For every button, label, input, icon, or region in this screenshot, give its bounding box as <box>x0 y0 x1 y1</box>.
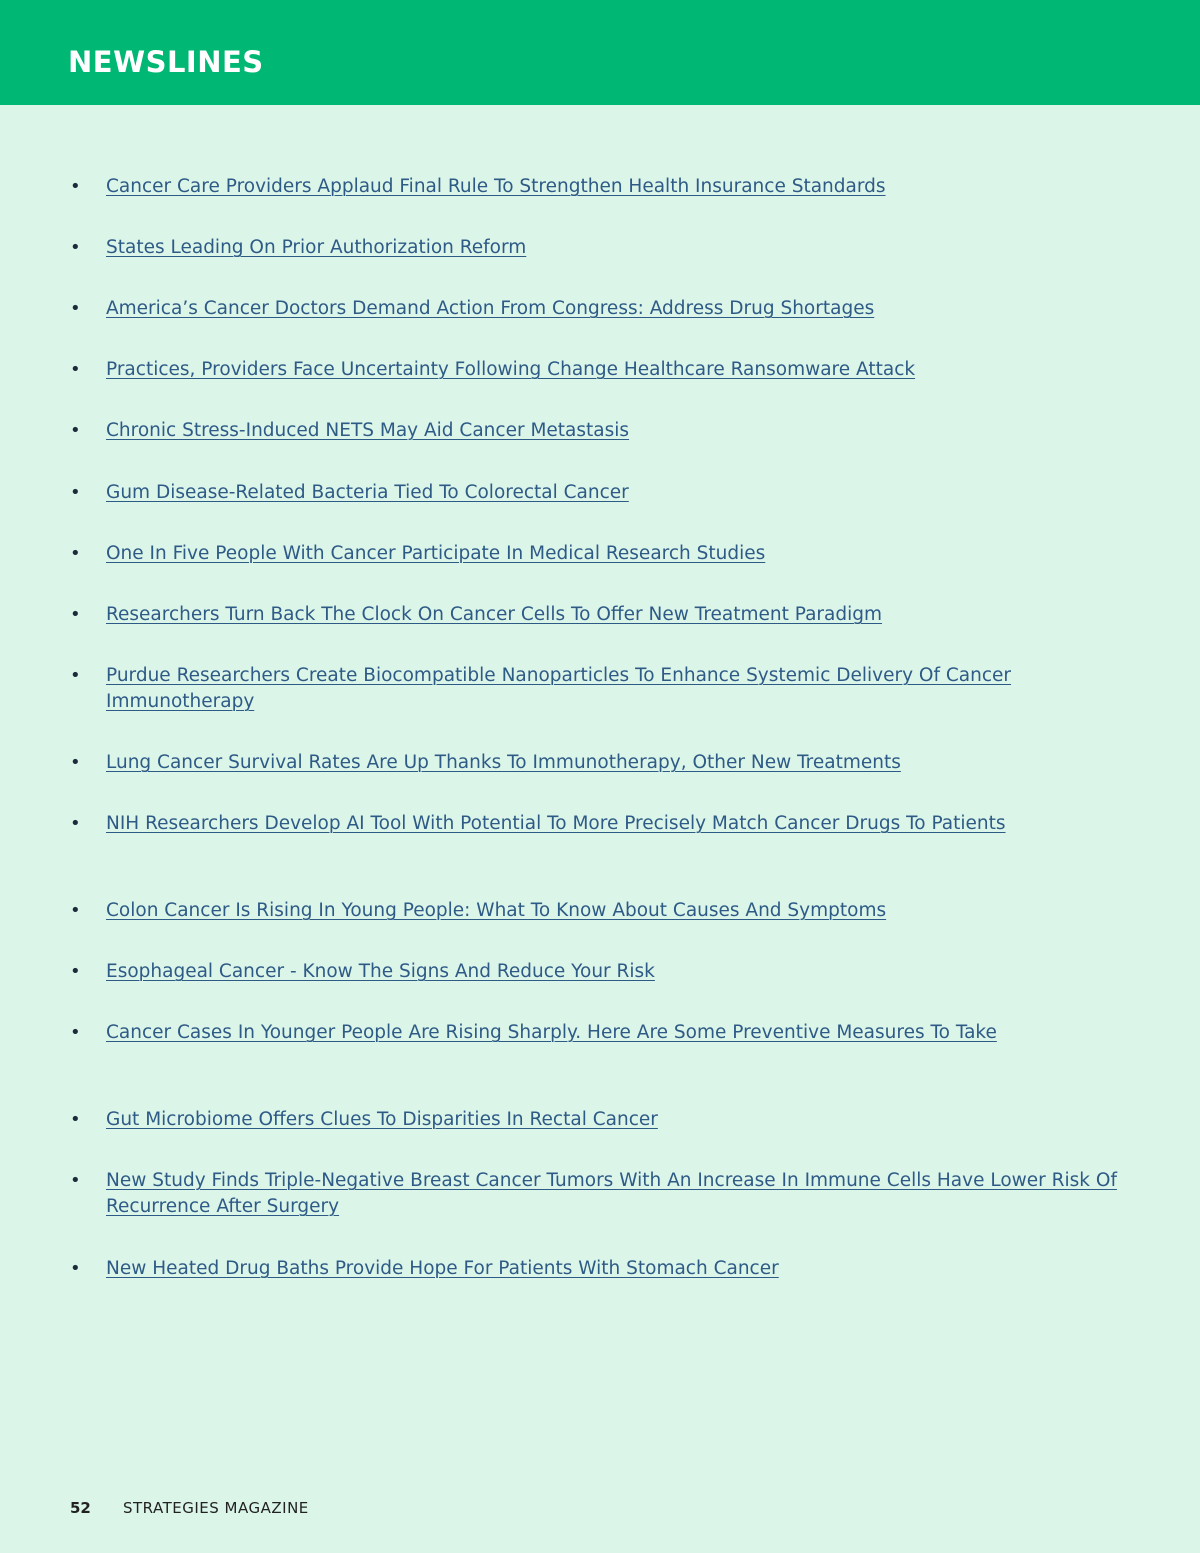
bullet-icon: • <box>70 359 81 380</box>
bullet-icon: • <box>70 176 81 197</box>
news-link[interactable]: Esophageal Cancer - Know The Signs And Reduce Your Risk <box>106 961 655 982</box>
magazine-name: STRATEGIES MAGAZINE <box>123 1499 309 1517</box>
bullet-icon: • <box>70 604 81 625</box>
news-link[interactable]: States Leading On Prior Authorization Reform <box>106 237 527 258</box>
bullet-icon: • <box>70 961 81 982</box>
bullet-icon: • <box>70 813 81 834</box>
bullet-icon: • <box>70 298 81 319</box>
news-link[interactable]: Cancer Cases In Younger People Are Rising Sharply. Here Are Some Preventive Measures To Take <box>106 1022 997 1043</box>
news-link[interactable]: Chronic Stress-Induced NETS May Aid Cancer Metastasis <box>106 420 630 441</box>
bullet-icon: • <box>70 1170 81 1191</box>
bullet-icon: • <box>70 1022 81 1043</box>
news-link[interactable]: One In Five People With Cancer Participate In Medical Research Studies <box>106 543 766 564</box>
bullet-icon: • <box>70 237 81 258</box>
news-link[interactable]: NIH Researchers Develop AI Tool With Potential To More Precisely Match Cancer Drugs To Patients <box>106 813 1006 834</box>
news-link[interactable]: Gut Microbiome Offers Clues To Disparities In Rectal Cancer <box>106 1109 658 1130</box>
header-bar <box>0 0 1200 105</box>
bullet-icon: • <box>70 420 81 441</box>
news-link[interactable]: Gum Disease-Related Bacteria Tied To Colorectal Cancer <box>106 482 629 503</box>
bullet-icon: • <box>70 543 81 564</box>
news-link[interactable]: Lung Cancer Survival Rates Are Up Thanks To Immunotherapy, Other New Treatments <box>106 752 901 773</box>
bullet-icon: • <box>70 752 81 773</box>
news-link[interactable]: America’s Cancer Doctors Demand Action From Congress: Address Drug Shortages <box>106 298 875 319</box>
section-title: NEWSLINES <box>68 45 264 79</box>
bullet-icon: • <box>70 665 81 686</box>
bullet-icon: • <box>70 482 81 503</box>
bullet-icon: • <box>70 900 81 921</box>
news-link[interactable]: New Heated Drug Baths Provide Hope For Patients With Stomach Cancer <box>106 1258 779 1279</box>
news-link[interactable]: Practices, Providers Face Uncertainty Following Change Healthcare Ransomware Attack <box>106 359 916 380</box>
news-link[interactable]: Researchers Turn Back The Clock On Cancer Cells To Offer New Treatment Paradigm <box>106 604 883 625</box>
news-link[interactable]: Cancer Care Providers Applaud Final Rule To Strengthen Health Insurance Standards <box>106 176 886 197</box>
page-number: 52 <box>70 1499 91 1517</box>
news-link[interactable]: Colon Cancer Is Rising In Young People: What To Know About Causes And Symptoms <box>106 900 887 921</box>
news-link[interactable]: Purdue Researchers Create Biocompatible Nanoparticles To Enhance Systemic Delivery Of Cancer Immunotherapy <box>106 665 1012 712</box>
news-link[interactable]: New Study Finds Triple-Negative Breast Cancer Tumors With An Increase In Immune Cells Have Lower Risk Of Recurrence After Surgery <box>106 1170 1117 1217</box>
bullet-icon: • <box>70 1109 81 1130</box>
bullet-icon: • <box>70 1258 81 1279</box>
